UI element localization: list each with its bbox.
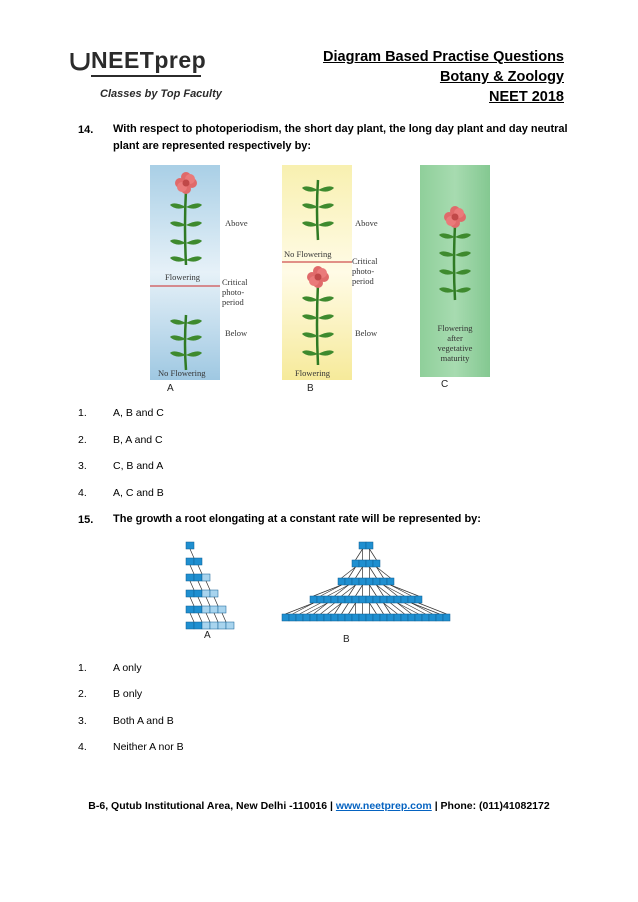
root-b-arrow xyxy=(377,585,384,596)
panel-b-period-label: period xyxy=(352,276,374,286)
root-b-cell xyxy=(345,596,352,603)
root-a-arrow xyxy=(206,581,210,590)
root-a-cell xyxy=(186,574,194,581)
root-b-cell xyxy=(296,614,303,621)
root-b-cell xyxy=(387,614,394,621)
page-footer xyxy=(0,800,638,812)
root-b-arrow xyxy=(377,567,384,578)
root-a-cell xyxy=(202,574,210,581)
panel-b-caption: B xyxy=(307,383,314,394)
question-15-number: 15. xyxy=(78,514,94,526)
root-b-cell xyxy=(394,614,401,621)
root-b-cell xyxy=(324,614,331,621)
q14-option-2-number: 2. xyxy=(78,434,87,446)
panel-b-critical-label: Critical xyxy=(352,256,378,266)
root-b-cell xyxy=(373,596,380,603)
root-b-arrow xyxy=(349,603,356,614)
panel-a-above-label: Above xyxy=(225,218,248,228)
root-growth-diagram xyxy=(170,538,460,638)
footer-phone: | Phone: (011)41082172 xyxy=(431,800,550,812)
logo-text xyxy=(91,47,206,74)
root-b-cell xyxy=(408,614,415,621)
root-b-arrow xyxy=(356,549,363,560)
panel-b-bottom-label: Flowering xyxy=(295,368,330,378)
root-a-arrow xyxy=(206,597,210,606)
root-b-cell xyxy=(331,596,338,603)
neetprep-logo xyxy=(69,47,239,107)
root-a-cell xyxy=(186,558,194,565)
q15-option-3-number: 3. xyxy=(78,715,87,727)
root-a-arrow xyxy=(190,581,194,590)
root-a-arrow xyxy=(198,565,202,574)
q14-option-1-text[interactable]: A, B and C xyxy=(113,407,164,419)
root-b-cell xyxy=(373,560,380,567)
panel-c-label-line4: maturity xyxy=(440,353,470,363)
root-b-cell xyxy=(380,596,387,603)
root-b-arrow xyxy=(377,603,384,614)
root-a-cell xyxy=(194,590,202,597)
root-a-cell xyxy=(186,542,194,549)
logo-underline xyxy=(91,75,201,77)
root-b-cell xyxy=(359,542,366,549)
root-b-cell xyxy=(408,596,415,603)
root-a-cell xyxy=(218,606,226,613)
root-b-cell xyxy=(443,614,450,621)
root-a-arrow xyxy=(190,597,194,606)
root-b-cell xyxy=(345,614,352,621)
root-b-cell xyxy=(366,614,373,621)
q14-option-4-text[interactable]: A, C and B xyxy=(113,487,164,499)
root-b-arrow xyxy=(335,603,342,614)
root-b-arrow xyxy=(321,603,335,614)
root-b-cell xyxy=(373,578,380,585)
root-b-arrow xyxy=(349,567,356,578)
root-b-cell xyxy=(394,596,401,603)
footer-website-link[interactable]: www.neetprep.com xyxy=(335,800,432,812)
question-14-text: With respect to photoperiodism, the short day plant, the long day plant and day neutral plant are represented respectively by: xyxy=(113,123,568,152)
root-a-cell xyxy=(186,590,194,597)
root-b-arrow xyxy=(370,585,377,596)
panel-c-label-line2: after xyxy=(447,333,463,343)
panel-c-label-line1: Flowering xyxy=(437,323,473,333)
root-b-arrow xyxy=(349,585,356,596)
root-a-cell xyxy=(186,606,194,613)
question-15-text: The growth a root elongating at a constant rate will be represented by: xyxy=(113,513,481,525)
root-a-arrow xyxy=(222,613,226,622)
panel-b-photo-label: photo- xyxy=(352,266,375,276)
root-b-arrow xyxy=(356,585,363,596)
footer-address: B-6, Qutub Institutional Area, New Delhi -110016 | xyxy=(88,800,336,812)
root-a-arrow xyxy=(190,549,194,558)
root-b-cell xyxy=(429,614,436,621)
root-b-cell xyxy=(324,596,331,603)
root-a-cell xyxy=(210,622,218,629)
root-a-arrow xyxy=(190,613,194,622)
figure-b-caption: B xyxy=(343,634,350,645)
root-a-cell xyxy=(210,606,218,613)
root-b-cell xyxy=(317,596,324,603)
root-a-arrow xyxy=(190,565,194,574)
figure-a-caption: A xyxy=(204,630,211,641)
root-a-cell xyxy=(210,590,218,597)
photoperiod-figure xyxy=(150,165,500,395)
q15-option-4-text[interactable]: Neither A nor B xyxy=(113,741,184,753)
q14-option-3-number: 3. xyxy=(78,460,87,472)
root-b-cell xyxy=(352,596,359,603)
root-a-arrow xyxy=(198,597,202,606)
q14-option-2-text[interactable]: B, A and C xyxy=(113,434,163,446)
q14-option-3-text[interactable]: C, B and A xyxy=(113,460,164,472)
q15-option-2-number: 2. xyxy=(78,688,87,700)
doc-title: Diagram Based Practise Questions xyxy=(323,49,564,65)
root-a-cell xyxy=(194,574,202,581)
root-b-cell xyxy=(401,614,408,621)
panel-c-label xyxy=(420,323,490,363)
logo-tagline: Classes by Top Faculty xyxy=(100,88,222,100)
root-b-cell xyxy=(373,614,380,621)
root-b-arrow xyxy=(370,549,377,560)
panel-b-above-label: Above xyxy=(355,218,378,228)
root-b-cell xyxy=(317,614,324,621)
panel-b-below-label: Below xyxy=(355,328,378,338)
root-b-cell xyxy=(359,578,366,585)
root-b-cell xyxy=(303,614,310,621)
root-b-cell xyxy=(387,596,394,603)
root-b-arrow xyxy=(377,567,391,578)
root-b-arrow xyxy=(356,567,363,578)
root-a-cell xyxy=(202,622,210,629)
root-a-cell xyxy=(202,590,210,597)
q15-option-1-number: 1. xyxy=(78,662,87,674)
logo-prep: prep xyxy=(154,47,207,73)
root-b-arrow xyxy=(398,603,412,614)
root-a-cell xyxy=(194,622,202,629)
q14-option-1-number: 1. xyxy=(78,407,87,419)
root-b-cell xyxy=(310,614,317,621)
root-b-cell xyxy=(422,614,429,621)
root-growth-figure xyxy=(170,538,460,648)
root-b-arrow xyxy=(370,567,377,578)
root-b-arrow xyxy=(342,585,356,596)
root-a-arrow xyxy=(206,613,210,622)
root-a-cell xyxy=(226,622,234,629)
root-b-arrow xyxy=(391,603,405,614)
root-b-cell xyxy=(366,596,373,603)
root-a-cell xyxy=(186,622,194,629)
doc-subject: Botany & Zoology xyxy=(439,69,564,85)
root-a-arrow xyxy=(214,597,218,606)
root-b-cell xyxy=(352,614,359,621)
root-b-cell xyxy=(380,578,387,585)
root-b-cell xyxy=(401,596,408,603)
root-a-arrow xyxy=(198,581,202,590)
root-b-cell xyxy=(359,560,366,567)
root-a-arrow xyxy=(198,613,202,622)
root-b-cell xyxy=(366,560,373,567)
question-14-number: 14. xyxy=(78,124,94,136)
root-b-cell xyxy=(366,578,373,585)
root-b-arrow xyxy=(342,603,349,614)
root-b-cell xyxy=(338,596,345,603)
doc-exam: NEET 2018 xyxy=(489,89,564,105)
root-b-cell xyxy=(282,614,289,621)
root-a-cell xyxy=(194,606,202,613)
root-b-cell xyxy=(436,614,443,621)
root-a-cell xyxy=(202,606,210,613)
stethoscope-icon xyxy=(69,51,91,73)
root-b-cell xyxy=(359,596,366,603)
q15-option-1-text[interactable]: A only xyxy=(113,662,142,674)
q15-option-4-number: 4. xyxy=(78,741,87,753)
root-b-cell xyxy=(338,578,345,585)
panel-a-photo-label: photo- xyxy=(222,287,245,297)
root-b-cell xyxy=(331,614,338,621)
panel-a-period-label: period xyxy=(222,297,244,307)
root-b-arrow xyxy=(342,567,356,578)
root-b-arrow xyxy=(384,603,398,614)
logo-neet: NEET xyxy=(91,47,155,73)
root-b-arrow xyxy=(384,603,391,614)
root-b-cell xyxy=(415,614,422,621)
root-b-arrow xyxy=(370,603,377,614)
q15-option-2-text[interactable]: B only xyxy=(113,688,143,700)
root-a-arrow xyxy=(214,613,218,622)
root-a-cell xyxy=(194,558,202,565)
root-b-cell xyxy=(380,614,387,621)
root-b-arrow xyxy=(328,603,342,614)
root-b-cell xyxy=(289,614,296,621)
q14-option-4-number: 4. xyxy=(78,487,87,499)
panel-a-caption: A xyxy=(167,383,174,394)
panel-b-top-label: No Flowering xyxy=(284,249,332,259)
panel-c-label-line3: vegetative xyxy=(437,343,473,353)
root-b-cell xyxy=(310,596,317,603)
root-b-cell xyxy=(352,578,359,585)
root-b-cell xyxy=(359,614,366,621)
q15-option-3-text[interactable]: Both A and B xyxy=(113,715,174,727)
panel-a-below-label: Below xyxy=(225,328,248,338)
root-b-arrow xyxy=(314,603,328,614)
root-b-cell xyxy=(345,578,352,585)
root-b-arrow xyxy=(377,585,391,596)
panel-c-caption: C xyxy=(441,379,449,390)
root-b-cell xyxy=(352,560,359,567)
panel-a-bottom-label: No Flowering xyxy=(158,368,206,378)
panel-a-top-label: Flowering xyxy=(165,272,200,282)
root-b-cell xyxy=(387,578,394,585)
root-b-cell xyxy=(366,542,373,549)
root-a-cell xyxy=(218,622,226,629)
root-b-cell xyxy=(338,614,345,621)
root-b-cell xyxy=(415,596,422,603)
panel-a-critical-label: Critical xyxy=(222,277,248,287)
